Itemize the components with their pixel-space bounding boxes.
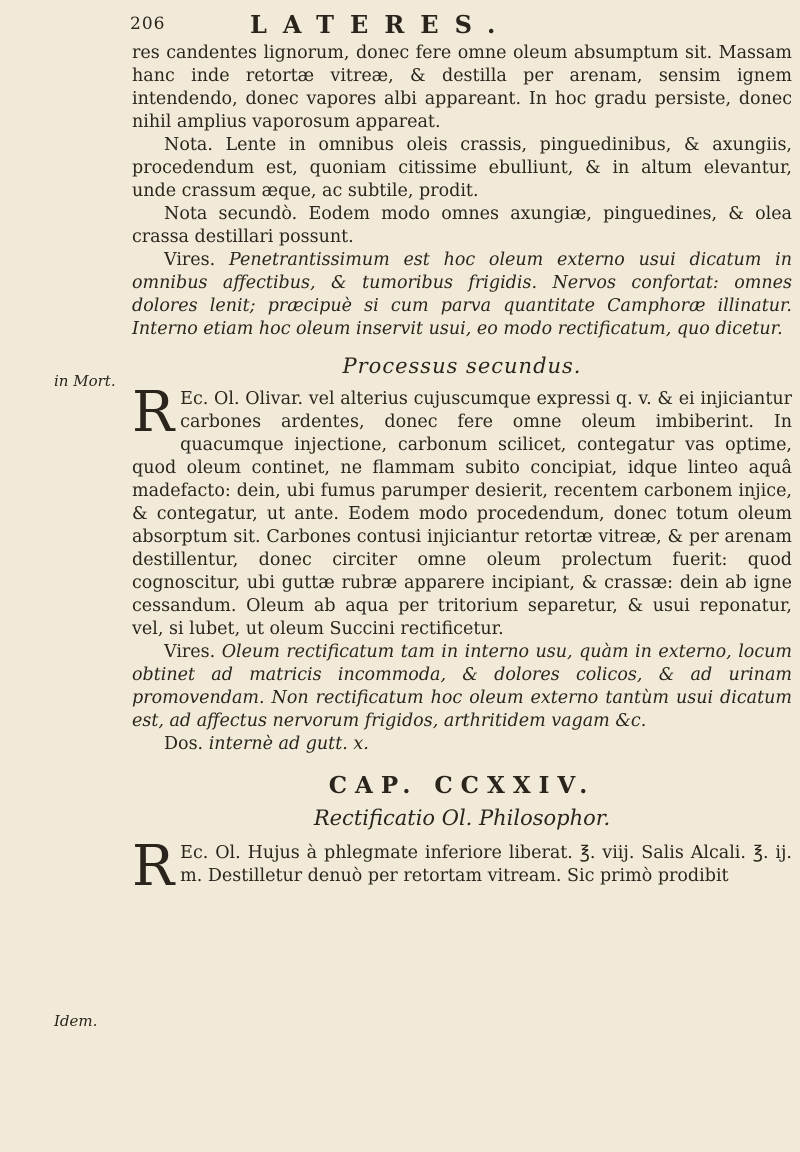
margin-note-idem: Idem.: [54, 1012, 98, 1030]
vires-text: Oleum rectificatum tam in interno usu, quàm in externo, locum obtinet ad matricis incommoda, & dolores colicos, & ad urinam promovendam. Non rectificatum hoc oleum externo tantùm usui dicatum est, ad affectus nervorum frigidos, arthritidem vagam &c.: [132, 642, 792, 731]
paragraph-6: [132, 641, 792, 733]
paragraph-5: [132, 380, 792, 641]
dose-label: Dos.: [164, 734, 204, 754]
running-head: LATERES.: [250, 10, 512, 39]
chapter-subtitle: Rectificatio Ol. Philosophor.: [313, 806, 611, 830]
margin-note-mort: in Mort.: [54, 372, 116, 390]
dose-text: internè ad gutt. x.: [208, 734, 369, 754]
drop-cap: R: [132, 380, 175, 445]
paragraph-1: res candentes lignorum, donec fere omne oleum absumptum sit. Massam hanc inde retortæ vitreæ, & destilla per arenam, sensim ignem intendendo, donec vapores albi appareant. In hoc gradu persiste, donec nihil amplius vaporosum appareat.: [132, 43, 792, 132]
page-number: 206: [130, 14, 166, 34]
page-header: [130, 10, 790, 40]
paragraph-4: [132, 249, 792, 341]
paragraph-2: Nota. Lente in omnibus oleis crassis, pinguedinibus, & axungiis, procedendum est, quoniam citissime ebulliunt, & in altum elevantur, unde crassum æque, ac subtile, prodit.: [132, 135, 792, 201]
vires-label: Vires.: [164, 642, 216, 662]
paragraph-8-text: Ec. Ol. Hujus à phlegmate inferiore liberat. ℥. viij. Salis Alcali. ℥. ij. m. Destilletur denuò per retortam vitream. Sic primò prodibit: [180, 843, 792, 886]
paragraph-8: [132, 834, 792, 899]
chapter-title: CAP. CCXXIV.: [328, 772, 596, 799]
section-title: Processus secundus.: [342, 354, 582, 378]
vires-label: Vires.: [164, 250, 216, 270]
paragraph-5-text: Ec. Ol. Olivar. vel alterius cujuscumque expressi q. v. & ei injiciantur carbones ardentes, donec fere omne oleum imbiberint. In quacumque injectione, carbonum scilicet, contegatur vas optime, quod oleum continet, ne flammam subito concipiat, idque linteo aquâ madefacto: dein, ubi fumus parumper desierit, recentem carbonem injice, & contegatur, ut ante. Eodem modo procedendum, donec totum oleum absorptum sit. Carbones contusi injiciantur retortæ vitreæ, & per arenam destillentur, donec circiter omne oleum prolectum fuerit: quod cognoscitur, ubi guttæ rubræ apparere incipiant, & crassæ: dein ab igne cessandum. Oleum ab aqua per tritorium separetur, & usui reponatur, vel, si lubet, ut oleum Succini rectificetur.: [132, 389, 792, 639]
paragraph-3: Nota secundò. Eodem modo omnes axungiæ, pinguedines, & olea crassa destillari possunt.: [132, 204, 792, 247]
drop-cap: R: [132, 834, 175, 899]
body-text: [132, 42, 792, 899]
vires-text: Penetrantissimum est hoc oleum externo usui dicatum in omnibus affectibus, & tumoribus frigidis. Nervos confortat: omnes dolores lenit; præcipuè si cum parva quantitate Camphoræ illinatur. Interno etiam hoc oleum inservit usui, eo modo rectificatum, quo dicetur.: [132, 250, 792, 339]
paragraph-7: [132, 733, 792, 756]
